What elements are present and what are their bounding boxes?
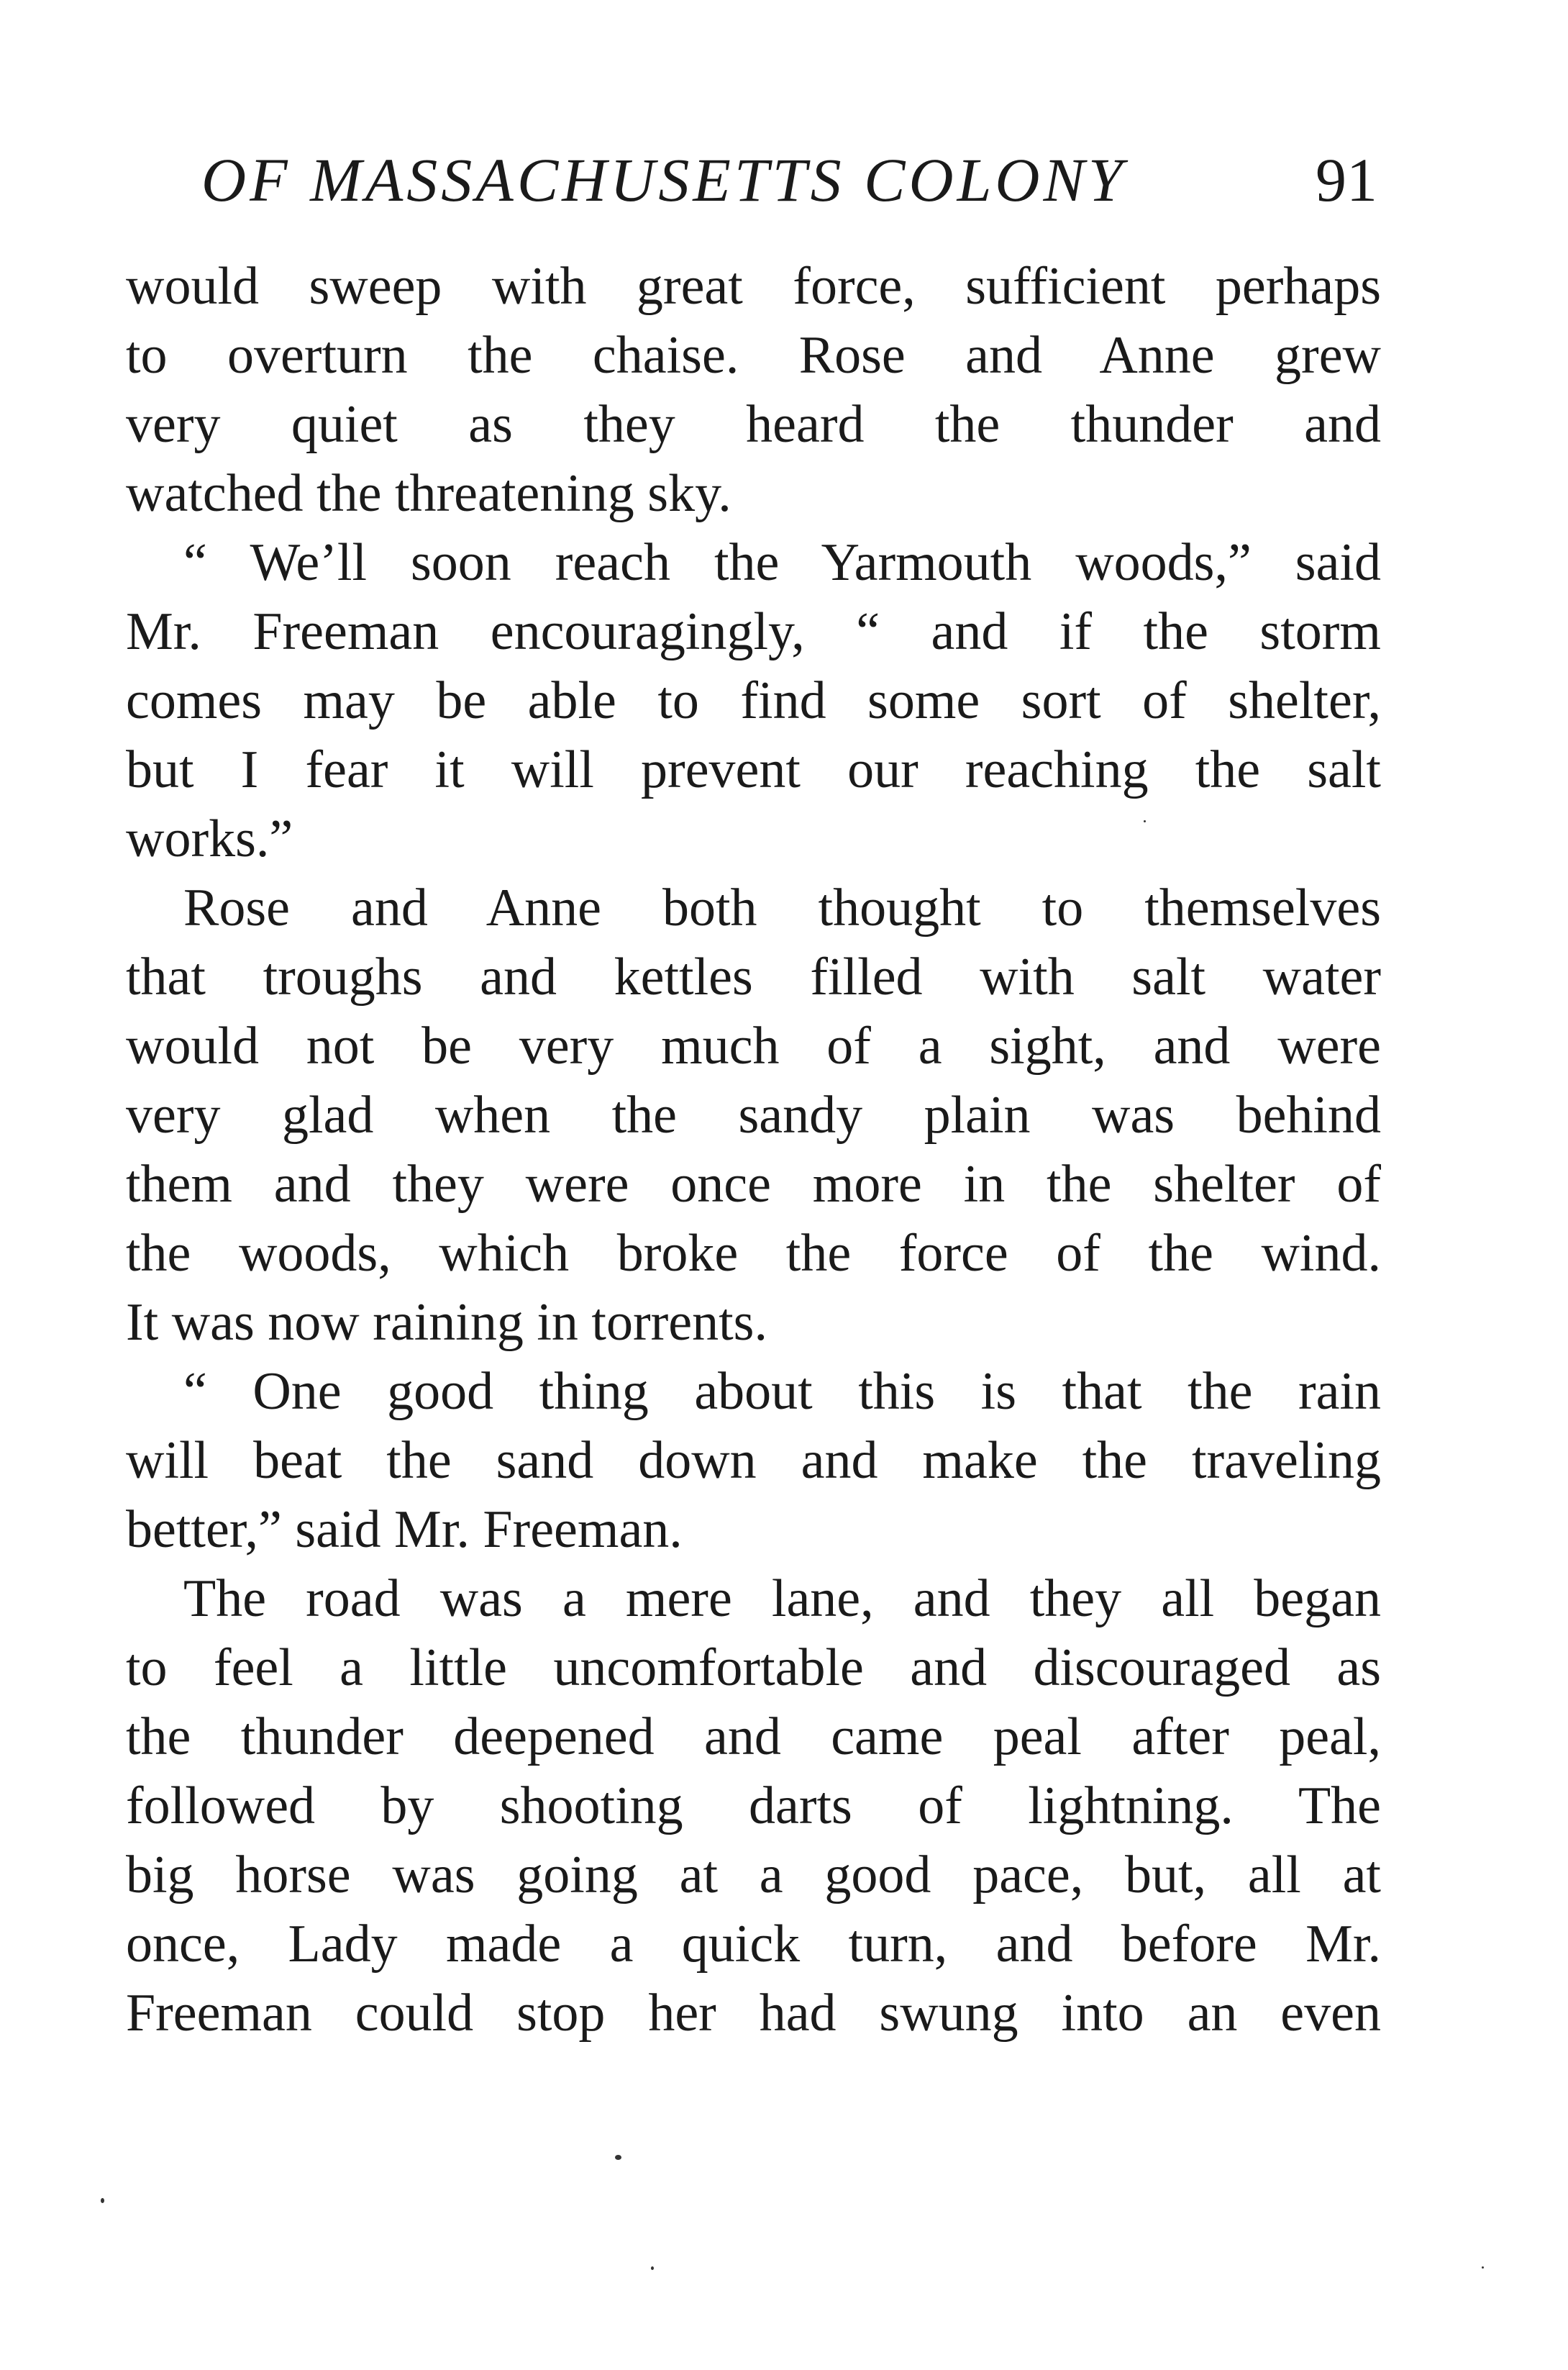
text-line: but I fear it will prevent our reaching the salt bbox=[126, 740, 1381, 799]
text-line: followed by shooting darts of lightning. The bbox=[126, 1776, 1381, 1835]
paper-speck bbox=[1482, 2266, 1484, 2269]
text-line: would not be very much of a sight, and were bbox=[126, 1017, 1381, 1076]
text-line: that troughs and kettles filled with salt water bbox=[126, 948, 1381, 1007]
text-line: watched the threatening sky. bbox=[126, 464, 731, 523]
text-line: them and they were once more in the shelter of bbox=[126, 1155, 1381, 1214]
text-line: comes may be able to find some sort of shelter, bbox=[126, 671, 1381, 730]
text-line: “ One good thing about this is that the rain bbox=[183, 1362, 1381, 1421]
text-line: Mr. Freeman encouragingly, “ and if the storm bbox=[126, 602, 1381, 661]
text-line: the thunder deepened and came peal after peal, bbox=[126, 1707, 1381, 1766]
paper-speck bbox=[1144, 820, 1146, 822]
text-line: once, Lady made a quick turn, and before Mr. bbox=[126, 1915, 1381, 1974]
paper-speck bbox=[615, 2155, 621, 2160]
body-text bbox=[126, 252, 1381, 2048]
paper-speck bbox=[651, 2266, 654, 2270]
page-number: 91 bbox=[1316, 145, 1377, 214]
text-line: would sweep with great force, sufficient perhaps bbox=[126, 257, 1381, 316]
text-line: the woods, which broke the force of the wind. bbox=[126, 1224, 1381, 1283]
text-line: It was now raining in torrents. bbox=[126, 1293, 767, 1352]
text-line: Rose and Anne both thought to themselves bbox=[183, 878, 1381, 937]
text-line: to feel a little uncomfortable and discouraged as bbox=[126, 1638, 1381, 1697]
paper-speck bbox=[101, 2198, 104, 2203]
running-title: OF MASSACHUSETTS COLONY bbox=[201, 145, 1126, 214]
text-line: The road was a mere lane, and they all began bbox=[183, 1569, 1381, 1628]
text-line: will beat the sand down and make the traveling bbox=[126, 1431, 1381, 1490]
page-header bbox=[126, 140, 1377, 219]
text-line: better,” said Mr. Freeman. bbox=[126, 1500, 683, 1559]
text-line: works.” bbox=[126, 809, 293, 868]
text-line: to overturn the chaise. Rose and Anne grew bbox=[126, 326, 1381, 385]
text-line: “ We’ll soon reach the Yarmouth woods,” said bbox=[183, 533, 1381, 592]
text-line: very quiet as they heard the thunder and bbox=[126, 395, 1381, 454]
text-line: very glad when the sandy plain was behind bbox=[126, 1086, 1381, 1145]
text-line: big horse was going at a good pace, but, all at bbox=[126, 1845, 1381, 1904]
text-line: Freeman could stop her had swung into an even bbox=[126, 1984, 1381, 2043]
